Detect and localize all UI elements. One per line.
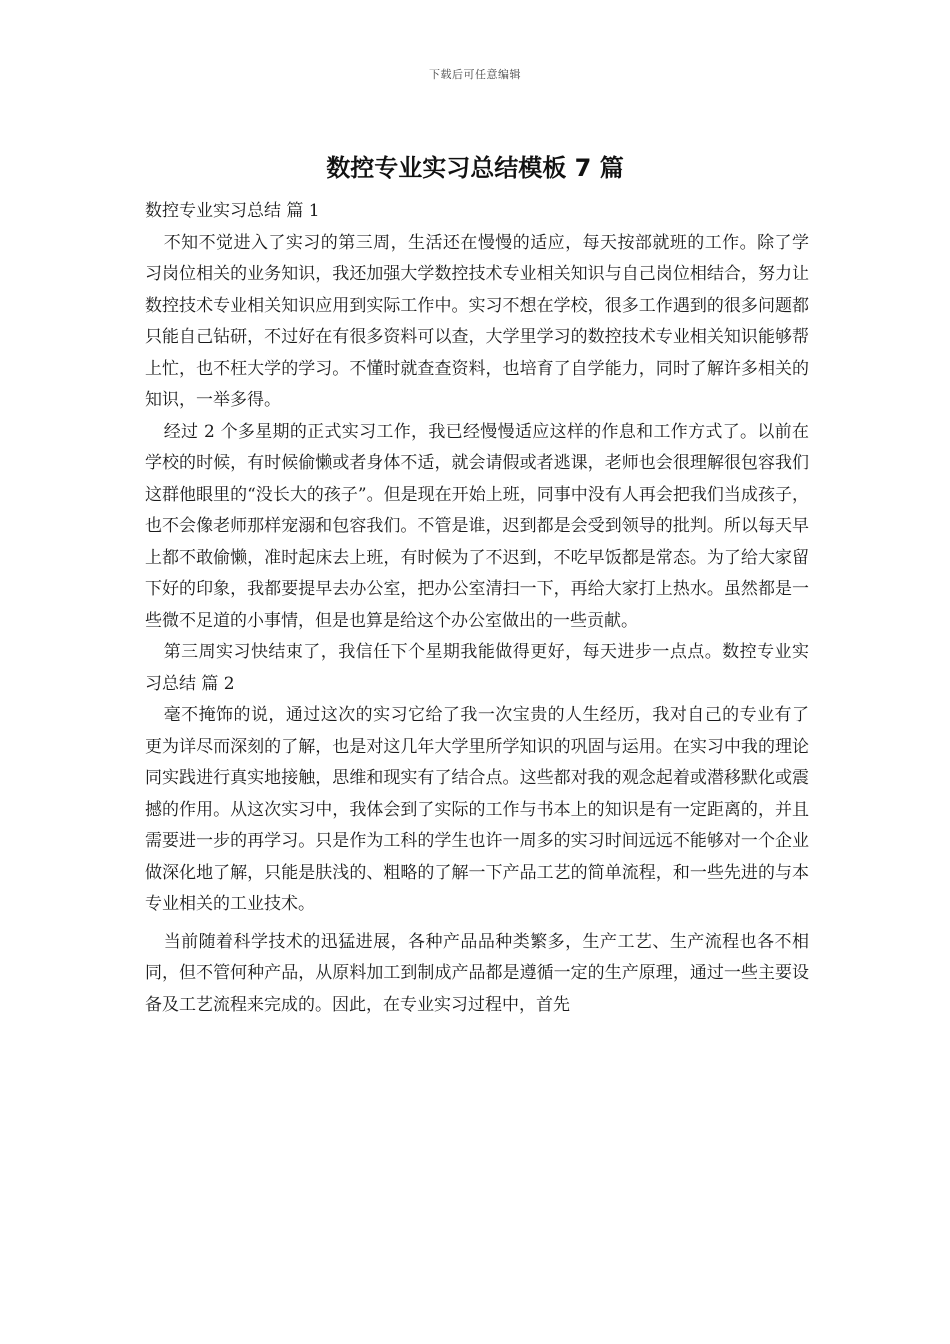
body-paragraph: 经过 2 个多星期的正式实习工作，我已经慢慢适应这样的作息和工作方式了。以前在学校的时候，有时候偷懒或者身体不适，就会请假或者逃课，老师也会很理解很包容我们这群他眼里的“没长大的孩子”。但是现在开始上班，同事中没有人再会把我们当成孩子，也不会像老师那样宠溺和包容我们。不管是谁，迟到都是会受到领导的批判。所以每天早上都不敢偷懒，准时起床去上班，有时候为了不迟到，不吃早饭都是常态。为了给大家留下好的印象，我都要提早去办公室，把办公室清扫一下，再给大家打上热水。虽然都是一些微不足道的小事情，但是也算是给这个办公室做出的一些贡献。 <box>145 421 809 631</box>
body-paragraph: 毫不掩饰的说，通过这次的实习它给了我一次宝贵的人生经历，我对自己的专业有了更为详尽而深刻的了解，也是对这几年大学里所学知识的巩固与运用。在实习中我的理论同实践进行真实地接触，思维和现实有了结合点。这些都对我的观念起着或潜移默化或震撼的作用。从这次实习中，我体会到了实际的工作与书本上的知识是有一定距离的，并且需要进一步的再学习。只是作为工科的学生也许一周多的实习时间远远不能够对一个企业做深化地了解，只能是肤浅的、粗略的了解一下产品工艺的简单流程，和一些先进的与本专业相关的工业技术。 <box>145 705 809 914</box>
header-note: 下载后可任意编辑 <box>429 68 521 81</box>
body-paragraph: 不知不觉进入了实习的第三周，生活还在慢慢的适应，每天按部就班的工作。除了学习岗位相关的业务知识，我还加强大学数控技术专业相关知识与自己岗位相结合，努力让数控技术专业相关知识应用到实际工作中。实习不想在学校，很多工作遇到的很多问题都只能自己钻研，不过好在有很多资料可以查，大学里学习的数控技术专业相关知识能够帮上忙，也不枉大学的学习。不懂时就查查资料，也培育了自学能力，同时了解许多相关的知识，一举多得。 <box>145 232 809 410</box>
document-body <box>145 196 809 1021</box>
body-paragraph: 第三周实习快结束了，我信任下个星期我能做得更好，每天进步一点点。数控专业实习总结 篇 2 <box>145 642 809 694</box>
section-heading-1: 数控专业实习总结 篇 1 <box>145 201 320 221</box>
body-paragraph: 当前随着科学技术的迅猛进展，各种产品品种类繁多，生产工艺、生产流程也各不相同，但不管何种产品，从原料加工到制成产品都是遵循一定的生产原理，通过一些主要设备及工艺流程来完成的。因此，在专业实习过程中，首先 <box>145 931 809 1015</box>
document-title: 数控专业实习总结模板 7 篇 <box>326 154 624 182</box>
